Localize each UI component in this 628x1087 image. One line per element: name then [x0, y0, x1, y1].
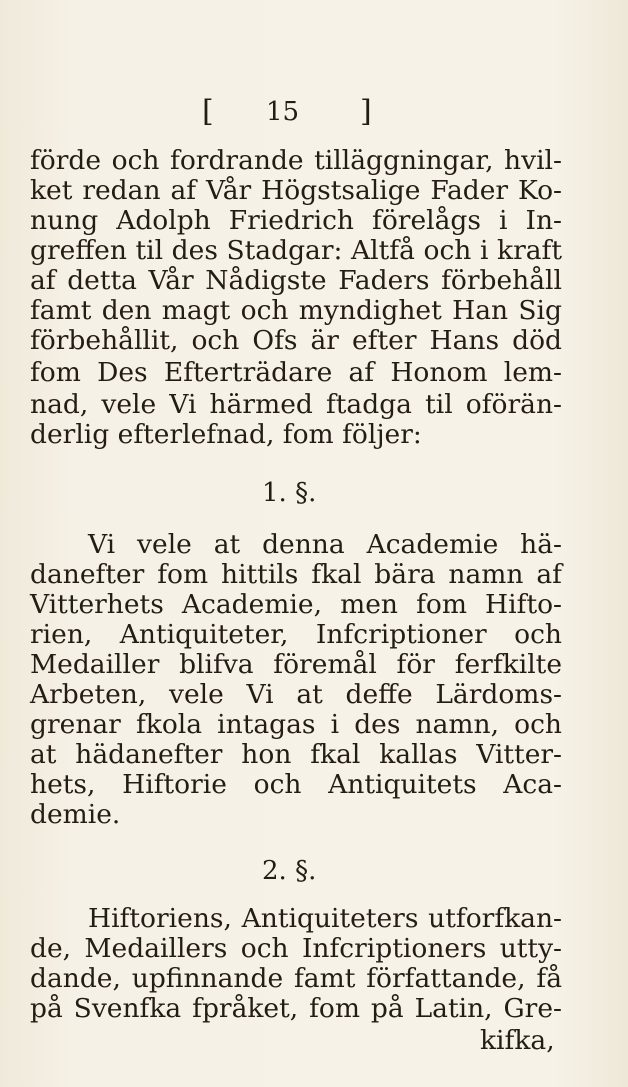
- text-line: förbehållit, och Ofs är efter Hans död: [30, 325, 562, 356]
- page-header: [200, 92, 380, 132]
- text-line: demie.: [30, 799, 121, 830]
- text-line: derlig efterlefnad, fom följer:: [30, 419, 422, 450]
- section-heading-1: 1. §.: [262, 478, 317, 508]
- text-line: grenar fkola intagas i des namn, och: [30, 709, 562, 740]
- text-line: hets, Hiftorie och Antiquitets Aca-: [30, 769, 562, 800]
- text-line: Vitterhets Academie, men fom Hifto-: [30, 589, 562, 620]
- text-line: af detta Vår Nådigste Faders förbehåll: [30, 265, 562, 296]
- text-line: Hiftoriens, Antiquiteters utforfkan-: [88, 903, 562, 934]
- text-line: förde och fordrande tilläggningar, hvil-: [30, 145, 562, 176]
- text-line: danefter fom hittils fkal bära namn af: [30, 559, 562, 590]
- text-line: Arbeten, vele Vi at deffe Lärdoms-: [30, 679, 562, 710]
- text-line: greffen til des Stadgar: Altfå och i kraft: [30, 235, 562, 266]
- text-line: at hädanefter hon fkal kallas Vitter-: [30, 739, 562, 770]
- bracket-right: ]: [360, 94, 372, 129]
- text-line: nung Adolph Friedrich förelågs i In-: [30, 205, 562, 236]
- text-line: rien, Antiquiteter, Infcriptioner och: [30, 619, 562, 650]
- text-line: Medailler blifva föremål för ferfkilte: [30, 649, 562, 680]
- text-line: famt den magt och myndighet Han Sig: [30, 295, 562, 326]
- text-line: ket redan af Vår Högstsalige Fader Ko-: [30, 175, 562, 206]
- text-line: nad, vele Vi härmed ftadga til oförän-: [30, 389, 562, 420]
- bracket-left: [: [202, 94, 214, 129]
- catchword: kifka,: [480, 1025, 555, 1056]
- text-line: de, Medaillers och Infcriptioners utty-: [30, 933, 562, 964]
- text-line: Vi vele at denna Academie hä-: [88, 529, 562, 560]
- text-line: fom Des Efterträdare af Honom lem-: [30, 357, 562, 388]
- text-line: på Svenfka fpråket, fom på Latin, Gre-: [30, 993, 562, 1024]
- section-heading-2: 2. §.: [262, 856, 317, 886]
- page-number: 15: [266, 97, 300, 127]
- text-line: dande, upfinnande famt författande, få: [30, 963, 562, 994]
